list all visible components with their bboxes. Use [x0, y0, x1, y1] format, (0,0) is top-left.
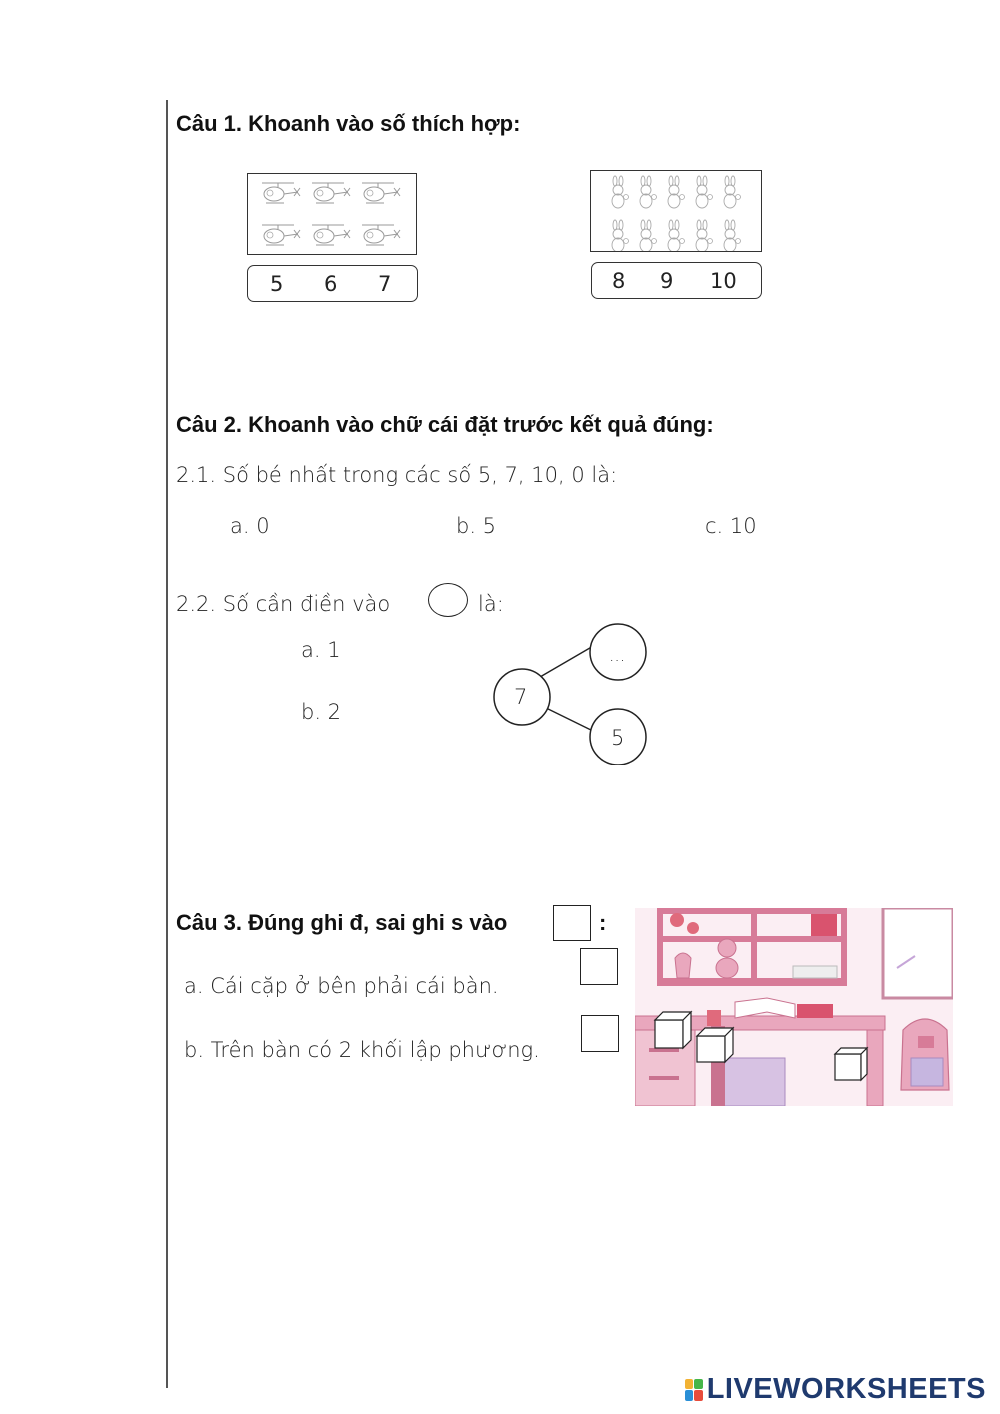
option-9[interactable]: 9	[660, 269, 674, 293]
bunny-icon	[724, 176, 741, 208]
chair	[715, 1058, 785, 1106]
pencil-box-icon	[797, 1004, 833, 1018]
q3-heading: Câu 3. Đúng ghi đ, sai ghi s vào	[176, 910, 508, 935]
helicopter-icon	[362, 225, 400, 245]
q2-1-choice-c[interactable]: c. 10	[705, 514, 757, 538]
bond-blank-value[interactable]: ...	[609, 646, 626, 666]
q3-statement-b: b. Trên bàn có 2 khối lập phương.	[184, 1038, 540, 1062]
helicopter-icon	[362, 183, 400, 203]
q2-1-choice-b[interactable]: b. 5	[456, 514, 497, 538]
margin-line	[166, 100, 168, 1388]
bunny-picture-box	[590, 170, 762, 252]
option-5[interactable]: 5	[270, 272, 284, 296]
flower-icon	[670, 913, 684, 927]
bond-line-bottom	[540, 705, 595, 732]
teddy-bear-icon	[718, 939, 736, 957]
logo-mark-icon	[685, 1379, 703, 1401]
left-number-options	[247, 265, 418, 302]
q2-2-prompt: 2.2. Số cần điền vào	[176, 592, 391, 616]
bunny-icon	[612, 176, 629, 208]
option-10[interactable]: 10	[710, 269, 737, 293]
liveworksheets-logo	[685, 1373, 986, 1406]
helicopter-picture-box	[247, 173, 417, 255]
sample-answer-box	[553, 905, 591, 941]
bunny-icon	[668, 176, 685, 208]
cube-icon	[655, 1012, 691, 1048]
cube-icon	[697, 1028, 733, 1062]
q3-heading-colon: :	[599, 910, 607, 935]
q2-2-choice-b[interactable]: b. 2	[301, 700, 342, 724]
q1-heading: Câu 1. Khoanh vào số thích hợp:	[176, 111, 521, 136]
q2-heading: Câu 2. Khoanh vào chữ cái đặt trước kết quả đúng:	[176, 412, 714, 437]
option-7[interactable]: 7	[378, 272, 392, 296]
books-icon	[811, 914, 837, 936]
option-6[interactable]: 6	[324, 272, 338, 296]
right-number-options	[591, 262, 762, 299]
answer-box-a[interactable]	[580, 948, 618, 985]
helicopter-icon	[262, 225, 300, 245]
q2-2-choice-a[interactable]: a. 1	[301, 638, 341, 662]
ink-bottle-icon	[707, 1010, 721, 1026]
backpack-icon	[901, 1019, 949, 1090]
q2-1-prompt: 2.1. Số bé nhất trong các số 5, 7, 10, 0 là:	[176, 463, 618, 487]
bunny-icon	[668, 220, 685, 251]
bunny-icon	[724, 220, 741, 251]
bunny-icon	[696, 176, 713, 208]
helicopter-icon	[262, 183, 300, 203]
flower-icon	[687, 922, 699, 934]
q3-statement-a: a. Cái cặp ở bên phải cái bàn.	[184, 974, 499, 998]
logo-text: LIVEWORKSHEETS	[706, 1373, 986, 1405]
option-8[interactable]: 8	[612, 269, 626, 293]
bunny-icon	[640, 220, 657, 251]
q2-1-choice-a[interactable]: a. 0	[230, 514, 270, 538]
bond-whole-value: 7	[514, 685, 528, 709]
q2-2-prompt-end: là:	[478, 592, 504, 616]
cube-icon	[835, 1048, 867, 1080]
bond-given-value: 5	[611, 726, 625, 750]
blank-circle-icon	[428, 583, 468, 617]
helicopter-icon	[312, 225, 350, 245]
bond-line-top	[540, 645, 595, 677]
vase-icon	[675, 953, 691, 978]
classroom-illustration	[635, 908, 953, 1106]
bunny-icon	[696, 220, 713, 251]
window	[883, 908, 953, 998]
helicopter-icon	[312, 183, 350, 203]
bunny-icon	[612, 220, 629, 251]
answer-box-b[interactable]	[581, 1015, 619, 1052]
bunny-icon	[640, 176, 657, 208]
